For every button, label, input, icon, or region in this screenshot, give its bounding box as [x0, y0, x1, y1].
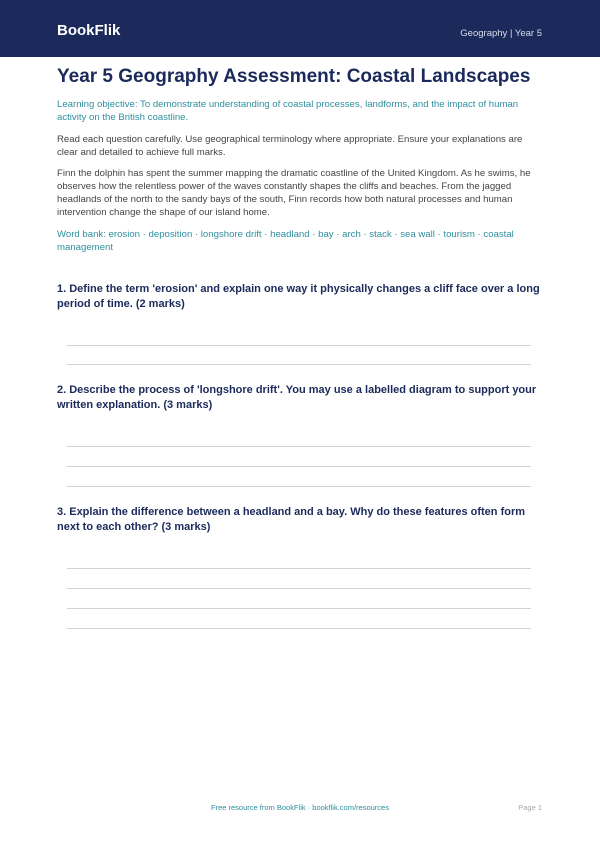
word-bank: Word bank: erosion · deposition · longshore drift · headland · bay · arch · stack · sea wall · tourism · coastal management [57, 229, 514, 253]
answer-line[interactable] [67, 568, 531, 569]
instructions-text: Read each question carefully. Use geographical terminology where appropriate. Ensure your explanations are clear and detailed to achieve full marks. [57, 134, 523, 158]
brand-logo[interactable]: BookFlik [57, 22, 121, 39]
answer-line[interactable] [67, 608, 531, 609]
question-3: 3. Explain the difference between a headland and a bay. Why do these features often form next to each other? (3 marks) [57, 506, 526, 533]
answer-line[interactable] [67, 446, 531, 447]
answer-line[interactable] [67, 486, 531, 487]
answer-line[interactable] [67, 345, 531, 346]
header-bar [0, 0, 600, 57]
question-2: 2. Describe the process of 'longshore drift'. You may use a labelled diagram to support your written explanation. (3 marks) [57, 384, 537, 411]
answer-line[interactable] [67, 588, 531, 589]
breadcrumb: Geography | Year 5 [460, 28, 542, 39]
learning-objective: Learning objective: To demonstrate understanding of coastal processes, landforms, and the impact of human activity on the British coastline. [57, 99, 519, 123]
answer-line[interactable] [67, 628, 531, 629]
page-number: Page 1 [518, 803, 542, 812]
story-text: Finn the dolphin has spent the summer mapping the dramatic coastline of the United Kingdom. As he swims, he observes how the relentless power of the waves constantly shapes the cliffs and beaches. From the jagged headlands of the north to the sandy bays of the south, Finn records how both natural processes and human intervention change the shape of our island home. [57, 168, 531, 218]
question-1: 1. Define the term 'erosion' and explain one way it physically changes a cliff face over a long period of time. (2 marks) [57, 283, 540, 310]
answer-line[interactable] [67, 466, 531, 467]
intro-section [57, 65, 543, 254]
answer-line[interactable] [67, 364, 531, 365]
footer-credit[interactable]: Free resource from BookFlik · bookflik.com/resources [211, 803, 389, 812]
page-title: Year 5 Geography Assessment: Coastal Landscapes [57, 66, 531, 87]
